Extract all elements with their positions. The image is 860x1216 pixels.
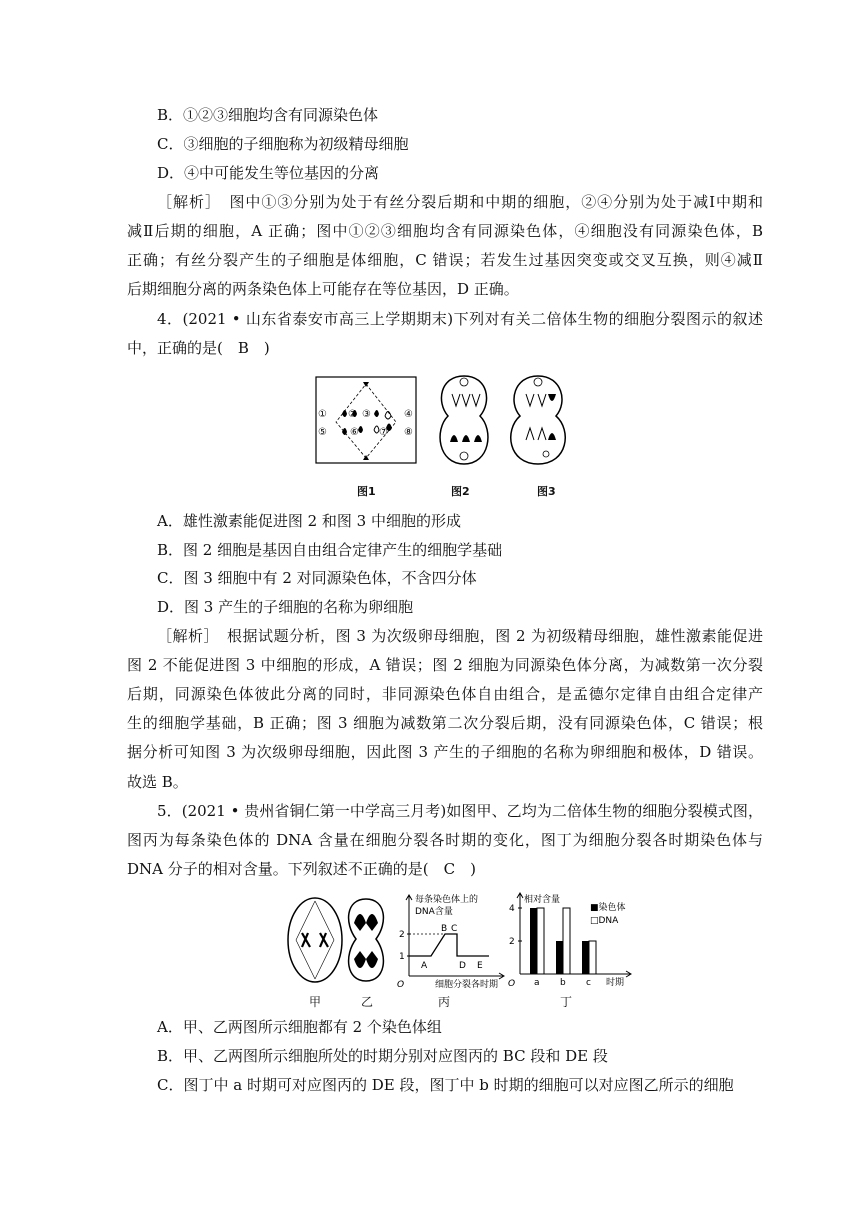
cell-label: ⑦ <box>379 427 388 438</box>
q3-analysis-line: 后期细胞分离的两条染色体上可能存在等位基因，D 正确。 <box>127 280 519 298</box>
q4-option-a: A．雄性激素能促进图 2 和图 3 中细胞的形成 <box>157 512 461 530</box>
legend-item: □DNA <box>590 916 619 926</box>
q5-cells-figure <box>284 893 394 987</box>
q3-option-b: B．①②③细胞均含有同源染色体 <box>157 106 379 124</box>
q5-option-b: B．甲、乙两图所示细胞所处的时期分别对应图丙的 BC 段和 DE 段 <box>157 1047 608 1065</box>
figure-caption: 图3 <box>537 485 556 498</box>
q4-analysis-line: ［解析］ 根据试题分析，图 3 为次级卵母细胞，图 2 为初级精母细胞，雄性激素能促进 <box>157 627 763 645</box>
ding-bar-chromosome <box>582 941 589 974</box>
bing-tick-label: 1 <box>399 952 405 962</box>
q4-option-c: C．图 3 细胞中有 2 对同源染色体，不含四分体 <box>157 569 477 587</box>
ding-plot <box>509 904 596 988</box>
q4-analysis-line: 生的细胞学基础，B 正确；图 3 细胞为减数第二次分裂后期，没有同源染色体，C 错误；根 <box>127 714 763 732</box>
fig1-spindle <box>336 384 396 458</box>
bing-point-label: E <box>477 961 483 971</box>
q5-stem-line: DNA 分子的相对含量。下列叙述不正确的是( C ) <box>127 860 476 878</box>
legend-item: ■染色体 <box>590 903 626 913</box>
ding-tick-label: 2 <box>509 937 515 947</box>
fig2-cell <box>440 376 488 464</box>
figure-caption: 丙 <box>438 995 451 1009</box>
ding-bar-chromosome <box>556 941 563 974</box>
q4-analysis-line: 图 2 不能促进图 3 中细胞的形成，A 错误；图 2 细胞为同源染色体分离，为减数第一次分裂 <box>127 656 763 674</box>
q4-figure <box>312 372 582 472</box>
q5-stem-line: 图丙为每条染色体的 DNA 含量在细胞分裂各时期的变化，图丁为细胞分裂各时期染色体与 <box>127 831 763 849</box>
figure-caption: 乙 <box>361 995 374 1009</box>
figure-caption: 图1 <box>357 485 376 498</box>
q4-option-b: B．图 2 细胞是基因自由组合定律产生的细胞学基础 <box>157 541 503 559</box>
bing-origin: O <box>397 980 405 990</box>
ding-tick-label: 4 <box>509 904 515 914</box>
q3-analysis-line: 减Ⅱ后期的细胞，A 正确；图中①②③细胞均含有同源染色体，④细胞没有同源染色体，B <box>127 222 763 240</box>
bing-point-label: C <box>451 924 458 934</box>
q5-stem-line: 5．(2021 • 贵州省铜仁第一中学高三月考)如图甲、乙均为二倍体生物的细胞分裂模式图， <box>157 802 763 820</box>
cell-label: ① <box>318 409 327 420</box>
q3-option-d: D．④中可能发生等位基因的分离 <box>157 164 380 182</box>
q4-analysis-line: 故选 B。 <box>127 773 188 791</box>
q4-analysis-line: 据分析可知图 3 为次级卵母细胞，因此图 3 产生的子细胞的名称为卵细胞和极体，D 错误。 <box>127 743 763 761</box>
cell-label: ③ <box>362 409 371 420</box>
fig1-frame <box>316 377 416 463</box>
bing-tick-label: 2 <box>399 930 405 940</box>
bing-xlabel: 细胞分裂各时期 <box>435 980 499 990</box>
cell-label: ④ <box>404 409 413 420</box>
bing-point-label: B <box>441 924 448 934</box>
fig3-cell <box>511 376 565 464</box>
q4-stem-line: 中，正确的是( B ) <box>127 339 270 357</box>
bing-series-line <box>409 934 489 956</box>
bing-plot <box>399 924 489 971</box>
ding-xlabel: 时期 <box>606 978 625 988</box>
q4-stem-line: 4．(2021 • 山东省泰安市高三上学期期末)下列对有关二倍体生物的细胞分裂图示的叙述 <box>157 310 763 328</box>
ding-category-label: c <box>586 978 591 988</box>
ding-bar-chromosome <box>530 908 537 974</box>
cell-label: ② <box>348 409 357 420</box>
q3-analysis-line: ［解析］ 图中①③分别为处于有丝分裂后期和中期的细胞，②④分别为处于减Ⅰ中期和 <box>157 193 763 211</box>
ding-bar-dna <box>589 941 596 974</box>
cell-label: ⑤ <box>318 427 327 438</box>
figure-caption: 丁 <box>560 995 573 1009</box>
bing-point-label: A <box>421 961 428 971</box>
ding-origin: O <box>508 979 516 989</box>
bing-ylabel: DNA含量 <box>415 907 453 917</box>
figure-caption: 图2 <box>451 485 470 498</box>
figure-caption: 甲 <box>309 995 322 1009</box>
q5-option-c: C．图丁中 a 时期可对应图丙的 DE 段，图丁中 b 时期的细胞可以对应图乙所示的细胞 <box>157 1076 734 1094</box>
cell-label: ⑧ <box>404 427 413 438</box>
cell-yi <box>349 899 384 981</box>
ding-bar-dna <box>537 908 544 974</box>
ding-category-label: a <box>534 978 540 988</box>
q5-option-a: A．甲、乙两图所示细胞都有 2 个染色体组 <box>157 1018 442 1036</box>
ding-bar-dna <box>563 908 570 974</box>
q4-option-d: D．图 3 产生的子细胞的名称为卵细胞 <box>157 598 414 616</box>
bing-chart <box>395 890 507 990</box>
ding-ylabel: 相对含量 <box>524 895 561 905</box>
ding-chart <box>506 890 636 990</box>
bing-ylabel: 每条染色体上的 <box>415 895 479 905</box>
q3-analysis-line: 正确；有丝分裂产生的子细胞是体细胞，C 错误；若发生过基因突变或交叉互换，则④减Ⅱ <box>127 251 763 269</box>
q4-analysis-line: 后期，同源染色体彼此分离的同时，非同源染色体自由组合，是孟德尔定律自由组合定律产 <box>127 685 763 703</box>
bing-point-label: D <box>459 961 466 971</box>
q3-option-c: C．③细胞的子细胞称为初级精母细胞 <box>157 135 409 153</box>
cell-label: ⑥ <box>350 427 359 438</box>
ding-category-label: b <box>560 978 566 988</box>
